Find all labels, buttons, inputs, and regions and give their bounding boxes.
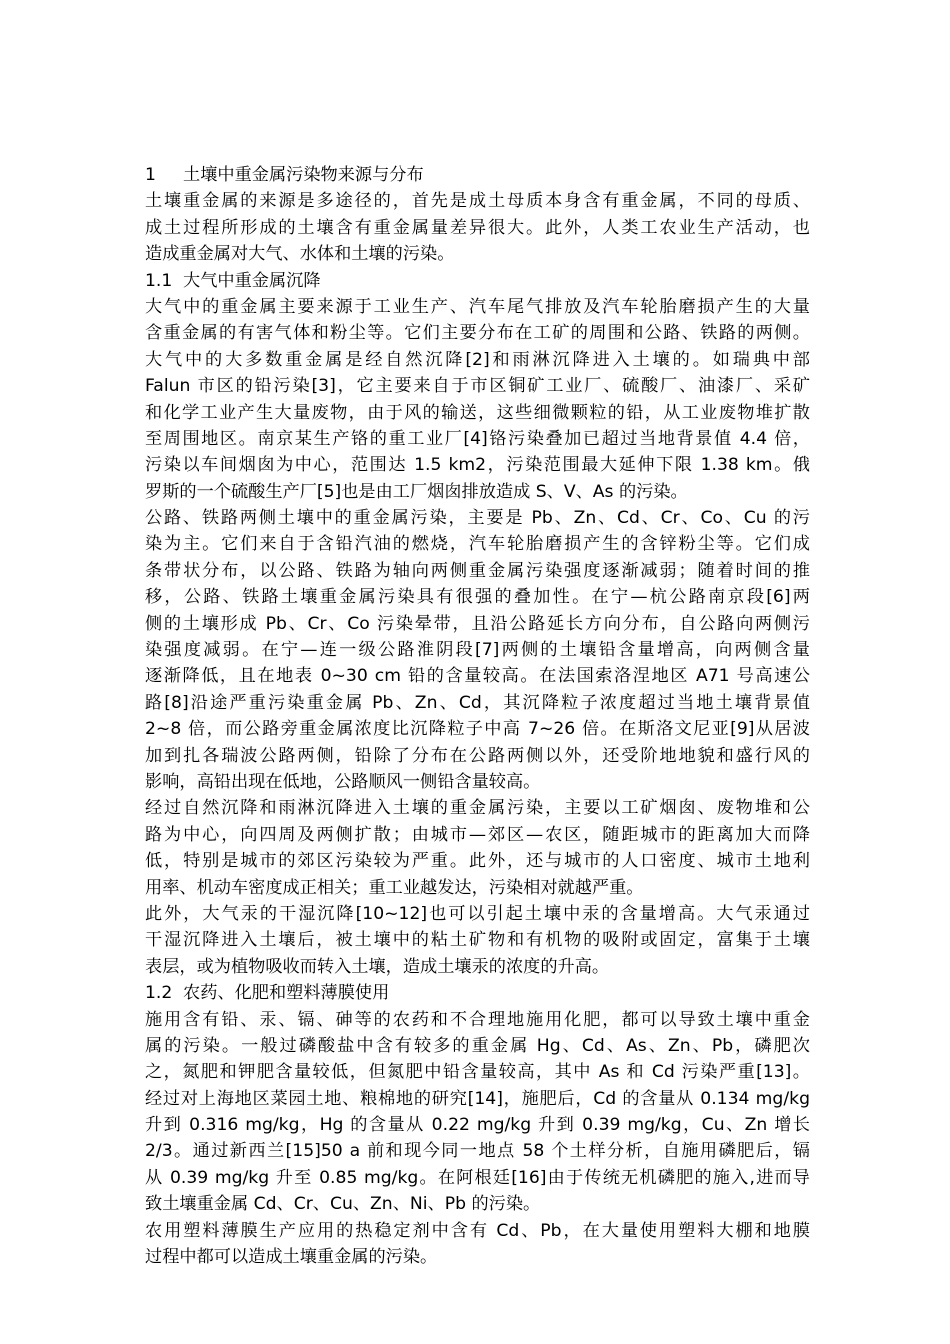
- paragraph: [145, 294, 810, 505]
- text-line: 从 0.39 mg/kg 升至 0.85 mg/kg。在阿根廷[16]由于传统无机磷肥的施入,进而导: [145, 1167, 810, 1188]
- text-line: 染为主。它们来自于含铅汽油的燃烧，汽车轮胎磨损产生的含锌粉尘等。它们成: [145, 534, 810, 555]
- section-heading: [145, 980, 810, 1006]
- section-number: 1.2: [145, 983, 173, 1004]
- text-line: 2~8 倍，而公路旁重金属浓度比沉降粒子中高 7~26 倍。在斯洛文尼亚[9]从居波: [145, 719, 810, 740]
- text-line: 路为中心，向四周及两侧扩散；由城市—郊区—农区，随距城市的距离加大而降: [145, 824, 810, 845]
- text-line: 至周围地区。南京某生产铬的重工业厂[4]铬污染叠加已超过当地背景值 4.4 倍，: [145, 428, 810, 449]
- text-line: 大气中的大多数重金属是经自然沉降[2]和雨淋沉降进入土壤的。如瑞典中部: [145, 349, 810, 370]
- text-line: 造成重金属对大气、水体和土壤的污染。: [145, 244, 455, 265]
- paragraph: [145, 1007, 810, 1218]
- paragraph: [145, 795, 810, 901]
- text-line: 低，特别是城市的郊区污染较为严重。此外，还与城市的人口密度、城市土地利: [145, 851, 810, 872]
- text-line: 公路、铁路两侧土壤中的重金属污染，主要是 Pb、Zn、Cd、Cr、Co、Cu 的污: [145, 508, 810, 529]
- text-line: 含重金属的有害气体和粉尘等。它们主要分布在工矿的周围和公路、铁路的两侧。: [145, 323, 810, 344]
- section-number: 1.1: [145, 270, 173, 291]
- text-line: 条带状分布，以公路、铁路为轴向两侧重金属污染强度逐渐减弱；随着时间的推: [145, 560, 810, 581]
- text-line: 路[8]沿途严重污染重金属 Pb、Zn、Cd，其沉降粒子浓度超过当地土壤背景值: [145, 692, 810, 713]
- text-line: 经过自然沉降和雨淋沉降进入土壤的重金属污染，主要以工矿烟囱、废物堆和公: [145, 798, 810, 819]
- text-line: 移，公路、铁路土壤重金属污染具有很强的叠加性。在宁—杭公路南京段[6]两: [145, 587, 810, 608]
- section-heading: [145, 268, 810, 294]
- text-line: 2/3。通过新西兰[15]50 a 前和现今同一地点 58 个土样分析，自施用磷肥后，镉: [145, 1141, 810, 1162]
- text-line: 此外，大气汞的干湿沉降[10~12]也可以引起土壤中汞的含量增高。大气汞通过: [145, 903, 810, 924]
- text-line: 用率、机动车密度成正相关；重工业越发达，污染相对就越严重。: [145, 877, 644, 898]
- text-line: Falun 市区的铅污染[3]，它主要来自于市区铜矿工业厂、硫酸厂、油漆厂、采矿: [145, 376, 810, 397]
- paragraph: [145, 188, 810, 267]
- text-line: 污染以车间烟囱为中心，范围达 1.5 km2，污染范围最大延伸下限 1.38 km。俄: [145, 455, 810, 476]
- section-number: 1: [145, 165, 156, 185]
- text-line: 成土过程所形成的土壤含有重金属量差异很大。此外，人类工农业生产活动，也: [145, 217, 810, 238]
- text-line: 表层，或为植物吸收而转入土壤，造成土壤汞的浓度的升高。: [145, 956, 610, 977]
- text-line: 属的污染。一般过磷酸盐中含有较多的重金属 Hg、Cd、As、Zn、Pb，磷肥次: [145, 1035, 810, 1056]
- text-line: 干湿沉降进入土壤后，被土壤中的粘土矿物和有机物的吸附或固定，富集于土壤: [145, 930, 810, 951]
- text-line: 侧的土壤形成 Pb、Cr、Co 污染晕带，且沿公路延长方向分布，自公路向两侧污: [145, 613, 810, 634]
- text-line: 逐渐降低，且在地表 0~30 cm 铅的含量较高。在法国索洛涅地区 A71 号高速公: [145, 666, 810, 687]
- text-line: 之，氮肥和钾肥含量较低，但氮肥中铅含量较高，其中 As 和 Cd 污染严重[13]。: [145, 1062, 810, 1083]
- paragraph: [145, 1218, 810, 1271]
- text-line: 农用塑料薄膜生产应用的热稳定剂中含有 Cd、Pb，在大量使用塑料大棚和地膜: [145, 1220, 810, 1241]
- text-line: 染强度减弱。在宁—连一级公路淮阴段[7]两侧的土壤铅含量增高，向两侧含量: [145, 640, 810, 661]
- text-line: 致土壤重金属 Cd、Cr、Cu、Zn、Ni、Pb 的污染。: [145, 1194, 541, 1215]
- text-line: 土壤重金属的来源是多途径的，首先是成土母质本身含有重金属，不同的母质、: [145, 191, 810, 212]
- text-line: 加到扎各瑞波公路两侧，铅除了分布在公路两侧以外，还受阶地地貌和盛行风的: [145, 745, 810, 766]
- paragraph: [145, 901, 810, 980]
- paragraph: [145, 505, 810, 795]
- text-line: 和化学工业产生大量废物，由于风的输送，这些细微颗粒的铅，从工业废物堆扩散: [145, 402, 810, 423]
- section-title: 大气中重金属沉降: [183, 270, 321, 291]
- text-line: 罗斯的一个硫酸生产厂[5]也是由工厂烟囱排放造成 S、V、As 的污染。: [145, 481, 688, 502]
- section-title: 农药、化肥和塑料薄膜使用: [183, 983, 390, 1004]
- text-line: 大气中的重金属主要来源于工业生产、汽车尾气排放及汽车轮胎磨损产生的大量: [145, 296, 810, 317]
- text-line: 经过对上海地区菜园土地、粮棉地的研究[14]，施肥后，Cd 的含量从 0.134 mg/kg: [145, 1088, 810, 1109]
- section-heading: [145, 162, 810, 188]
- section-title: 土壤中重金属污染物来源与分布: [183, 165, 424, 185]
- text-line: 过程中都可以造成土壤重金属的污染。: [145, 1247, 438, 1268]
- text-line: 升到 0.316 mg/kg，Hg 的含量从 0.22 mg/kg 升到 0.39 mg/kg，Cu、Zn 增长: [145, 1115, 810, 1136]
- text-line: 影响，高铅出现在低地，公路顺风一侧铅含量较高。: [145, 771, 541, 792]
- text-line: 施用含有铅、汞、镉、砷等的农药和不合理地施用化肥，都可以导致土壤中重金: [145, 1009, 810, 1030]
- document-page: [145, 162, 810, 1270]
